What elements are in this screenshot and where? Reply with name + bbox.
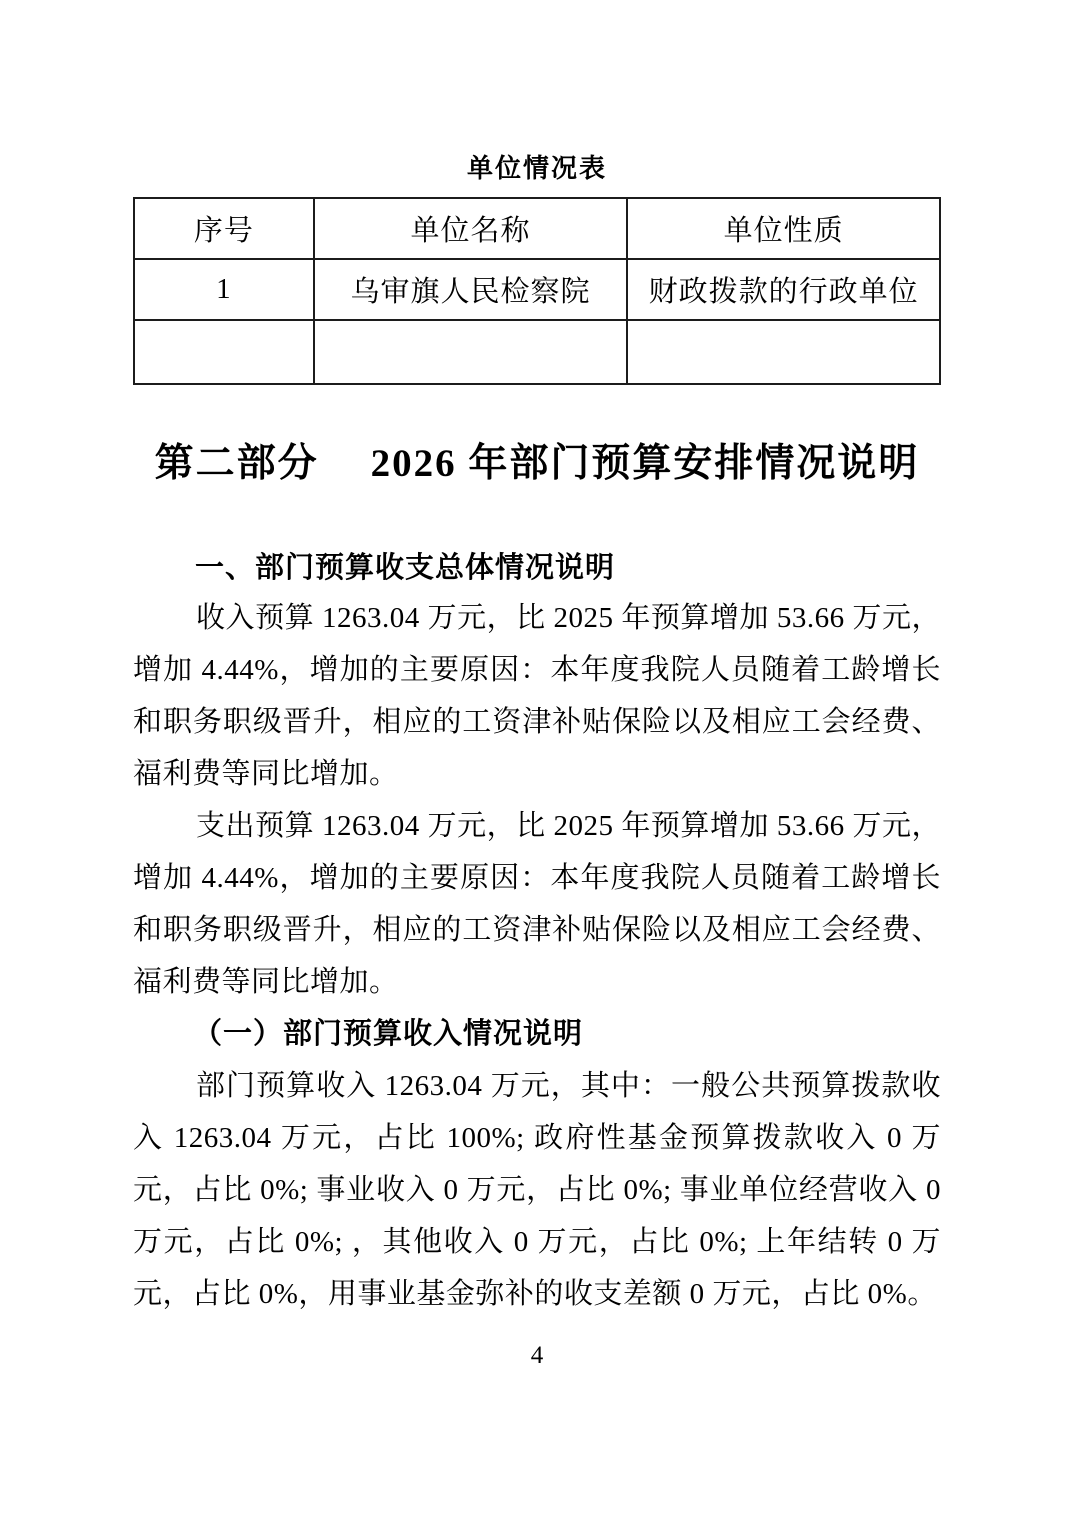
part2-title-text: 2026 年部门预算安排情况说明 [370, 442, 920, 485]
cell-empty [627, 320, 940, 384]
header-cell-index: 序号 [134, 198, 314, 259]
cell-empty [134, 320, 314, 384]
cell-index: 1 [134, 259, 314, 320]
cell-unit-type: 财政拨款的行政单位 [627, 259, 940, 320]
table-row [134, 259, 940, 320]
header-cell-unit-type: 单位性质 [627, 198, 940, 259]
section1-paragraph-income: 收入预算 1263.04 万元，比 2025 年预算增加 53.66 万元，增加 4.44%，增加的主要原因：本年度我院人员随着工龄增长和职务职级晋升，相应的工资津补贴保险以及相应工会经费、福利费等同比增加。 [133, 602, 941, 790]
cell-unit-name: 乌审旗人民检察院 [314, 259, 628, 320]
subsection1-heading: （一）部门预算收入情况说明 [193, 1018, 584, 1050]
section1-heading: 一、部门预算收支总体情况说明 [195, 552, 616, 584]
part2-title [133, 439, 941, 489]
header-cell-unit-name: 单位名称 [314, 198, 628, 259]
subsection1-paragraph-income-detail: 部门预算收入 1263.04 万元，其中：一般公共预算拨款收入 1263.04 万元，占比 100%; 政府性基金预算拨款收入 0 万元，占比 0%; 事业收入 0 万元，占比 0%; 事业单位经营收入 0 万元，占比 0%; ，其他收入 0 万元，占比 0%; 上年结转 0 万元，占比 0%，用事业基金弥补的收支差额 0 万元，占比 0%。 [133, 1070, 941, 1310]
section1-paragraph-expense: 支出预算 1263.04 万元，比 2025 年预算增加 53.66 万元，增加 4.44%，增加的主要原因：本年度我院人员随着工龄增长和职务职级晋升，相应的工资津补贴保险以及相应工会经费、福利费等同比增加。 [133, 810, 941, 998]
cell-empty [314, 320, 628, 384]
unit-table-header-row [134, 198, 940, 259]
table-row-empty [134, 320, 940, 384]
part2-title-label: 第二部分 [154, 442, 319, 485]
unit-table-title: 单位情况表 [466, 154, 607, 183]
unit-table [133, 197, 941, 385]
page-number: 4 [530, 1342, 544, 1369]
